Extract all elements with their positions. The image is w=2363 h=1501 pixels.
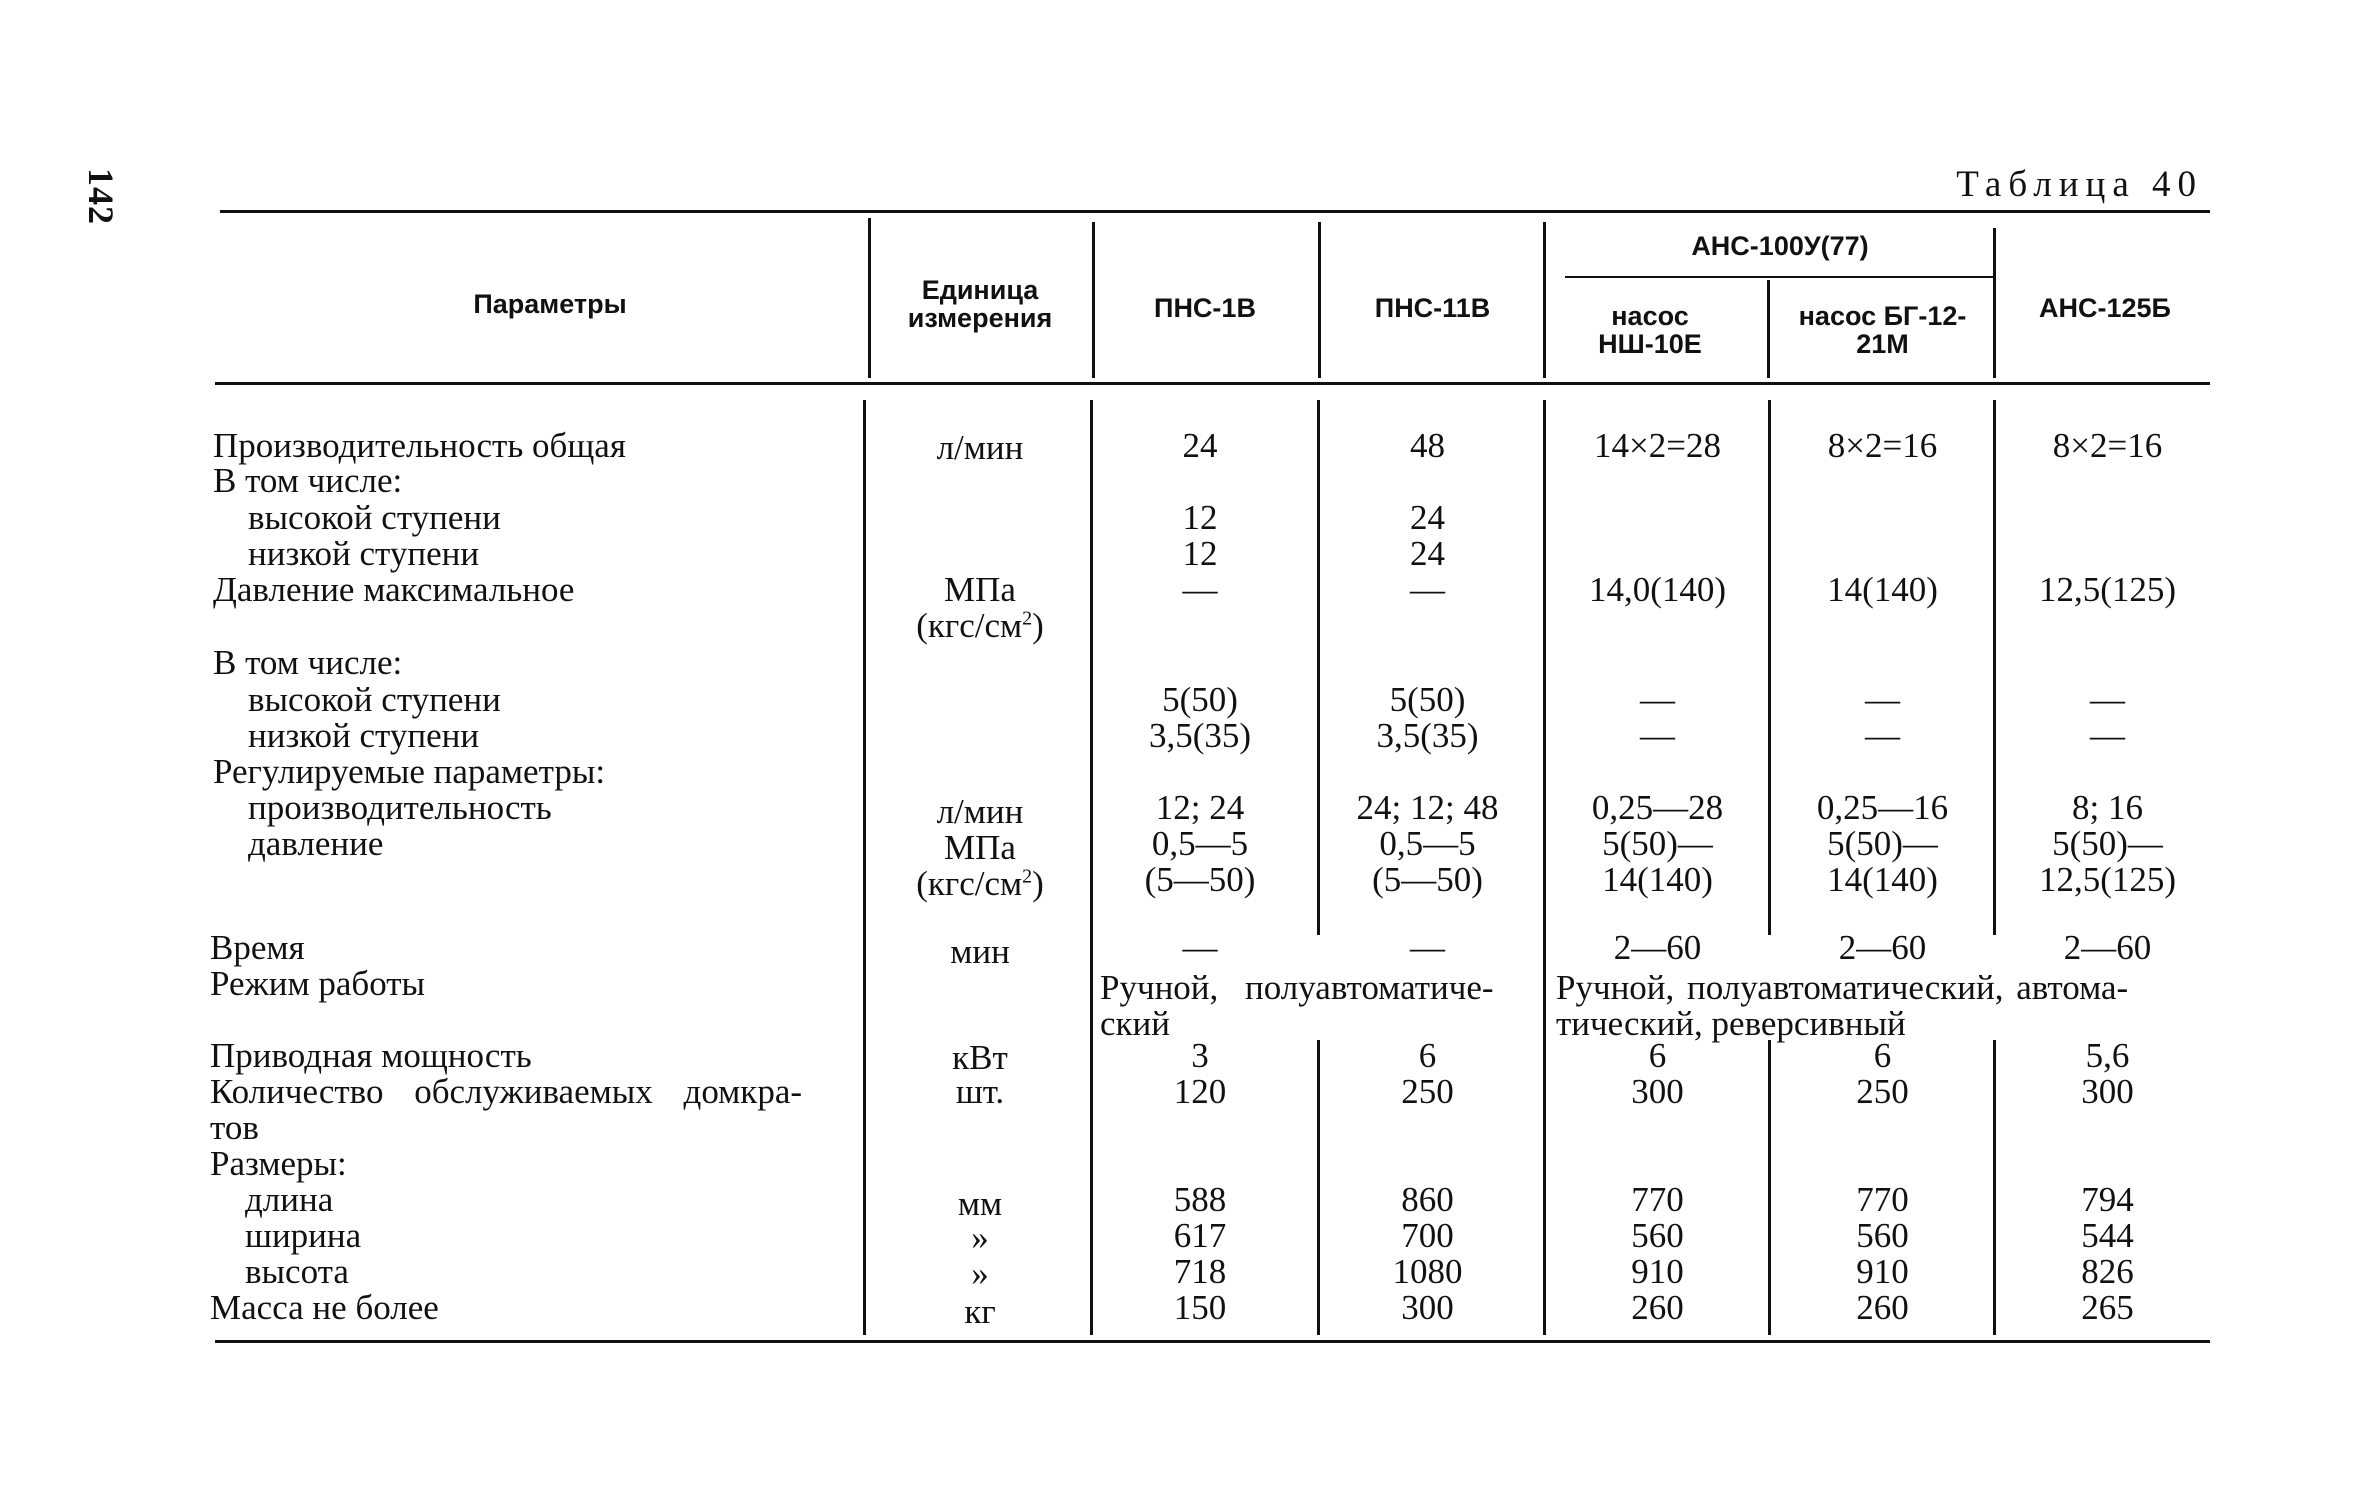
value-cell: 260 bbox=[1631, 1288, 1684, 1327]
value-cell: 24 bbox=[1410, 498, 1445, 537]
unit-cell: мм bbox=[957, 1184, 1003, 1223]
value-cell: 2—60 bbox=[1613, 928, 1702, 967]
header-unit: Единица измерения bbox=[907, 275, 1053, 333]
value-cell: — bbox=[2090, 716, 2125, 755]
header-divider bbox=[1318, 222, 1321, 378]
page-number: 142 bbox=[81, 168, 121, 225]
value-cell: 3,5(35) bbox=[1148, 716, 1252, 755]
header-divider bbox=[1767, 280, 1770, 378]
row-label: Давление максимальное bbox=[213, 570, 575, 609]
value-cell: — bbox=[1640, 716, 1675, 755]
value-cell: 5(50)— bbox=[1827, 824, 1938, 863]
value-cell: 8×2=16 bbox=[1827, 426, 1938, 465]
value-cell: 14,0(140) bbox=[1588, 570, 1727, 609]
value-cell: — bbox=[1410, 928, 1445, 967]
value-cell: 14×2=28 bbox=[1594, 426, 1721, 465]
mode-pns-cell: Ручной, полуавтоматиче- bbox=[1100, 968, 1494, 1007]
value-cell: 560 bbox=[1631, 1216, 1684, 1255]
value-cell: 588 bbox=[1173, 1180, 1227, 1219]
value-cell: (5—50) bbox=[1372, 860, 1483, 899]
unit-cell: кВт bbox=[952, 1038, 1008, 1077]
value-cell: — bbox=[1865, 716, 1900, 755]
body-divider bbox=[863, 400, 866, 1335]
value-cell: 120 bbox=[1173, 1072, 1227, 1111]
value-cell: 910 bbox=[1631, 1252, 1684, 1291]
mode-ans-cell: тический, реверсивный bbox=[1556, 1004, 1906, 1043]
row-label: Масса не более bbox=[210, 1288, 439, 1327]
row-label: высокой ступени bbox=[248, 498, 501, 537]
unit-cell: л/мин bbox=[936, 792, 1024, 831]
row-label: длина bbox=[245, 1180, 334, 1219]
row-label: низкой ступени bbox=[248, 534, 480, 573]
unit-superscript: 2 bbox=[1022, 865, 1033, 888]
value-cell: 0,5—5 bbox=[1379, 824, 1476, 863]
value-cell: 0,25—28 bbox=[1591, 788, 1724, 827]
value-cell: 560 bbox=[1856, 1216, 1909, 1255]
value-cell: 12; 24 bbox=[1155, 788, 1245, 827]
row-label: ширина bbox=[245, 1216, 362, 1255]
unit-cell: МПа bbox=[944, 828, 1016, 867]
group-rule bbox=[1565, 276, 1995, 278]
value-cell: — bbox=[2090, 680, 2125, 719]
row-label: Количество обслуживаемых домкра- bbox=[210, 1072, 803, 1111]
value-cell: 5(50) bbox=[1162, 680, 1238, 719]
header-divider bbox=[868, 218, 871, 378]
value-cell: 12 bbox=[1182, 534, 1218, 573]
table-bottom-rule bbox=[215, 1340, 2210, 1343]
mode-pns-cell: ский bbox=[1100, 1004, 1170, 1043]
unit-text: ) bbox=[1032, 606, 1044, 645]
value-cell: 6 bbox=[1873, 1036, 1892, 1075]
value-cell: — bbox=[1182, 928, 1218, 967]
value-cell: 24; 12; 48 bbox=[1356, 788, 1499, 827]
value-cell: 260 bbox=[1856, 1288, 1909, 1327]
value-cell: 5(50)— bbox=[2052, 824, 2163, 863]
row-label: Размеры: bbox=[210, 1144, 347, 1183]
unit-text: (кгс/см bbox=[916, 864, 1023, 903]
header-bg12: насос БГ-12-21М bbox=[1798, 301, 1967, 359]
top-rule bbox=[220, 210, 2210, 213]
value-cell: 6 bbox=[1418, 1036, 1437, 1075]
unit-cell: МПа bbox=[944, 570, 1016, 609]
header-divider bbox=[1543, 222, 1546, 378]
value-cell: (5—50) bbox=[1144, 860, 1256, 899]
value-cell: 300 bbox=[1631, 1072, 1684, 1111]
unit-text: ) bbox=[1032, 864, 1044, 903]
mode-ans-cell: Ручной, полуавтоматический, автома- bbox=[1556, 968, 2129, 1007]
row-label: В том числе: bbox=[213, 643, 403, 682]
row-label: низкой ступени bbox=[248, 716, 480, 755]
value-cell: 826 bbox=[2081, 1252, 2134, 1291]
row-label: Производительность общая bbox=[213, 426, 626, 465]
unit-cell: мин bbox=[950, 932, 1010, 971]
value-cell: 14(140) bbox=[1827, 860, 1938, 899]
unit-cell bbox=[880, 866, 1080, 902]
value-cell: — bbox=[1640, 680, 1675, 719]
unit-cell: кг bbox=[964, 1292, 996, 1331]
row-label: Время bbox=[210, 928, 305, 967]
value-cell: 5(50)— bbox=[1602, 824, 1713, 863]
value-cell: 794 bbox=[2081, 1180, 2134, 1219]
value-cell: 3,5(35) bbox=[1376, 716, 1479, 755]
value-cell: 12 bbox=[1182, 498, 1218, 537]
header-nsh10e: насос НШ-10Е bbox=[1598, 301, 1702, 359]
value-cell: 544 bbox=[2081, 1216, 2134, 1255]
value-cell: 8; 16 bbox=[2072, 788, 2143, 827]
unit-superscript: 2 bbox=[1022, 607, 1033, 630]
row-label: высокой ступени bbox=[248, 680, 501, 719]
value-cell: 24 bbox=[1182, 426, 1218, 465]
value-cell: — bbox=[1865, 680, 1900, 719]
header-params: Параметры bbox=[473, 289, 627, 319]
value-cell: 265 bbox=[2081, 1288, 2134, 1327]
value-cell: — bbox=[1410, 570, 1445, 609]
value-cell: 12,5(125) bbox=[2038, 860, 2177, 899]
value-cell: 2—60 bbox=[1838, 928, 1927, 967]
value-cell: 700 bbox=[1401, 1216, 1454, 1255]
header-divider bbox=[1092, 222, 1095, 378]
value-cell: 5(50) bbox=[1389, 680, 1466, 719]
value-cell: 770 bbox=[1631, 1180, 1684, 1219]
header-pns11v: ПНС-11В bbox=[1374, 293, 1491, 323]
header-ans125: АНС-125Б bbox=[2039, 293, 2171, 323]
unit-cell bbox=[880, 608, 1080, 644]
row-label: В том числе: bbox=[213, 461, 403, 500]
header-pns1v: ПНС-1В bbox=[1154, 293, 1256, 323]
row-label: давление bbox=[248, 824, 384, 863]
value-cell: 250 bbox=[1401, 1072, 1454, 1111]
value-cell: 0,25—16 bbox=[1816, 788, 1949, 827]
value-cell: 14(140) bbox=[1827, 570, 1938, 609]
value-cell: 300 bbox=[1401, 1288, 1454, 1327]
value-cell: 8×2=16 bbox=[2052, 426, 2163, 465]
header-ans100: АНС-100У(77) bbox=[1691, 231, 1869, 261]
table-caption: Таблица 40 bbox=[1956, 164, 2203, 205]
value-cell: 48 bbox=[1410, 426, 1445, 465]
unit-cell: » bbox=[971, 1254, 989, 1293]
value-cell: 250 bbox=[1856, 1072, 1909, 1111]
value-cell: 14(140) bbox=[1602, 860, 1713, 899]
value-cell: 770 bbox=[1856, 1180, 1909, 1219]
value-cell: 150 bbox=[1173, 1288, 1227, 1327]
value-cell: — bbox=[1182, 570, 1218, 609]
unit-cell: » bbox=[971, 1218, 989, 1257]
header-bottom-rule bbox=[215, 382, 2210, 385]
unit-cell: шт. bbox=[955, 1072, 1005, 1111]
row-label: тов bbox=[210, 1108, 259, 1147]
row-label: производительность bbox=[248, 788, 552, 827]
value-cell: 3 bbox=[1191, 1036, 1209, 1075]
row-label: Регулируемые параметры: bbox=[213, 752, 606, 791]
value-cell: 0,5—5 bbox=[1151, 824, 1249, 863]
unit-cell: л/мин bbox=[936, 428, 1024, 467]
row-label: высота bbox=[245, 1252, 349, 1291]
value-cell: 718 bbox=[1173, 1252, 1227, 1291]
value-cell: 1080 bbox=[1392, 1252, 1463, 1291]
value-cell: 617 bbox=[1173, 1216, 1227, 1255]
value-cell: 2—60 bbox=[2063, 928, 2152, 967]
value-cell: 6 bbox=[1648, 1036, 1667, 1075]
value-cell: 860 bbox=[1401, 1180, 1454, 1219]
row-label: Приводная мощность bbox=[210, 1036, 532, 1075]
unit-text: (кгс/см bbox=[916, 606, 1023, 645]
value-cell: 5,6 bbox=[2085, 1036, 2130, 1075]
value-cell: 12,5(125) bbox=[2038, 570, 2177, 609]
value-cell: 300 bbox=[2081, 1072, 2134, 1111]
value-cell: 910 bbox=[1856, 1252, 1909, 1291]
row-label: Режим работы bbox=[210, 964, 426, 1003]
value-cell: 24 bbox=[1410, 534, 1445, 573]
